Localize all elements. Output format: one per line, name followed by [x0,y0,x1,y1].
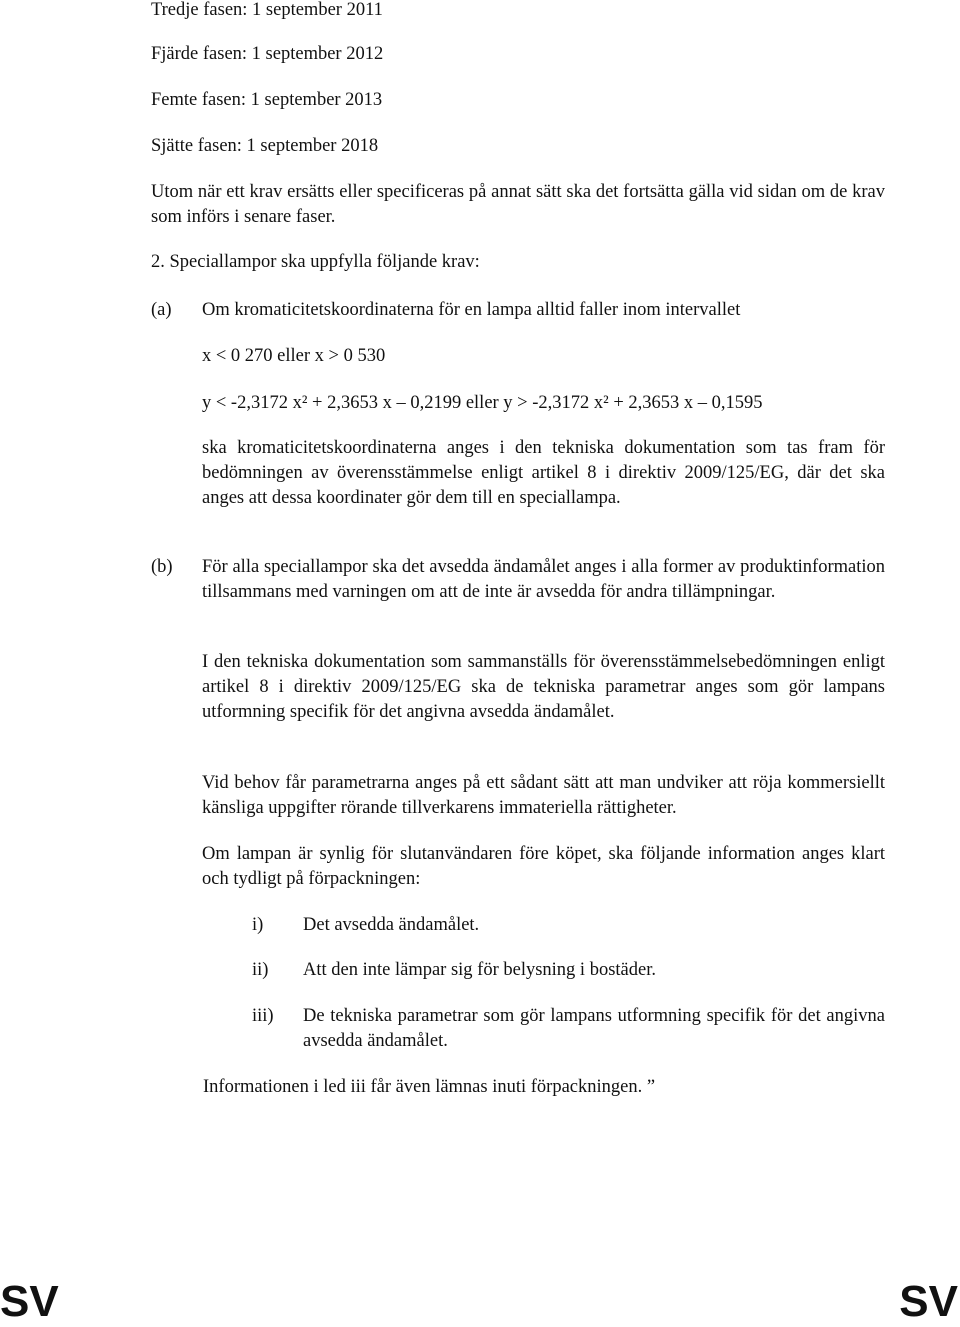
phase-line-4: Fjärde fasen: 1 september 2012 [151,44,384,64]
item-a-label: (a) [151,300,172,320]
formula-x: x < 0 270 eller x > 0 530 [202,346,386,366]
footer-language-left: SV [0,1277,59,1326]
sub-item-label: ii) [252,960,269,980]
intro-paragraph: Utom när ett krav ersätts eller specificeras på annat sätt ska det fortsätta gälla vid sidan om de krav som införs i senare faser. [151,182,885,227]
phase-line-3: Tredje fasen: 1 september 2011 [151,0,383,20]
sub-item-label: iii) [252,1006,274,1026]
item-b-paragraph-1: I den tekniska dokumentation som sammanställs för överensstämmelsebedömningen enligt artikel 8 i direktiv 2009/125/EG ska de tekniska parametrar anges som gör lampans utformning specifik för det angivna avsedda ändamålet. [202,652,885,722]
item-b-paragraph-2: Vid behov får parametrarna anges på ett sådant sätt att man undviker att röja kommersiellt känsliga uppgifter rörande tillverkarens immateriella rättigheter. [202,773,885,818]
footer-language-right: SV [899,1277,958,1326]
sub-item-text: Det avsedda ändamålet. [303,915,480,935]
sub-item-text: De tekniska parametrar som gör lampans utformning specifik för det angivna avsedda ändamålet. [303,1006,885,1051]
item-b-text: För alla speciallampor ska det avsedda ändamålet anges i alla former av produktinformation tillsammans med varningen om att de inte är avsedda för andra tillämpningar. [202,557,885,602]
sub-item-label: i) [252,915,264,935]
phase-line-6: Sjätte fasen: 1 september 2018 [151,136,379,156]
phase-line-5: Femte fasen: 1 september 2013 [151,90,383,110]
closing-sentence: Informationen i led iii får även lämnas inuti förpackningen. ” [203,1077,656,1097]
item-a-text: Om kromaticitetskoordinaterna för en lampa alltid faller inom intervallet [202,300,741,320]
section-heading-text: 2. Speciallampor ska uppfylla följande krav: [151,252,480,272]
formula-y: y < -2,3172 x² + 2,3653 x – 0,2199 eller y > -2,3172 x² + 2,3653 x – 0,1595 [202,393,763,413]
item-a-paragraph: ska kromaticitetskoordinaterna anges i den tekniska dokumentation som tas fram för bedömningen av överensstämmelse enligt artikel 8 i direktiv 2009/125/EG, där det ska anges att dessa koordinater gör dem till en speciallampa. [202,438,885,508]
item-b-paragraph-3: Om lampan är synlig för slutanvändaren före köpet, ska följande information anges klart och tydligt på förpackningen: [202,844,885,889]
item-b-label: (b) [151,557,173,577]
sub-item-text: Att den inte lämpar sig för belysning i bostäder. [303,960,656,980]
section-heading [151,250,480,275]
